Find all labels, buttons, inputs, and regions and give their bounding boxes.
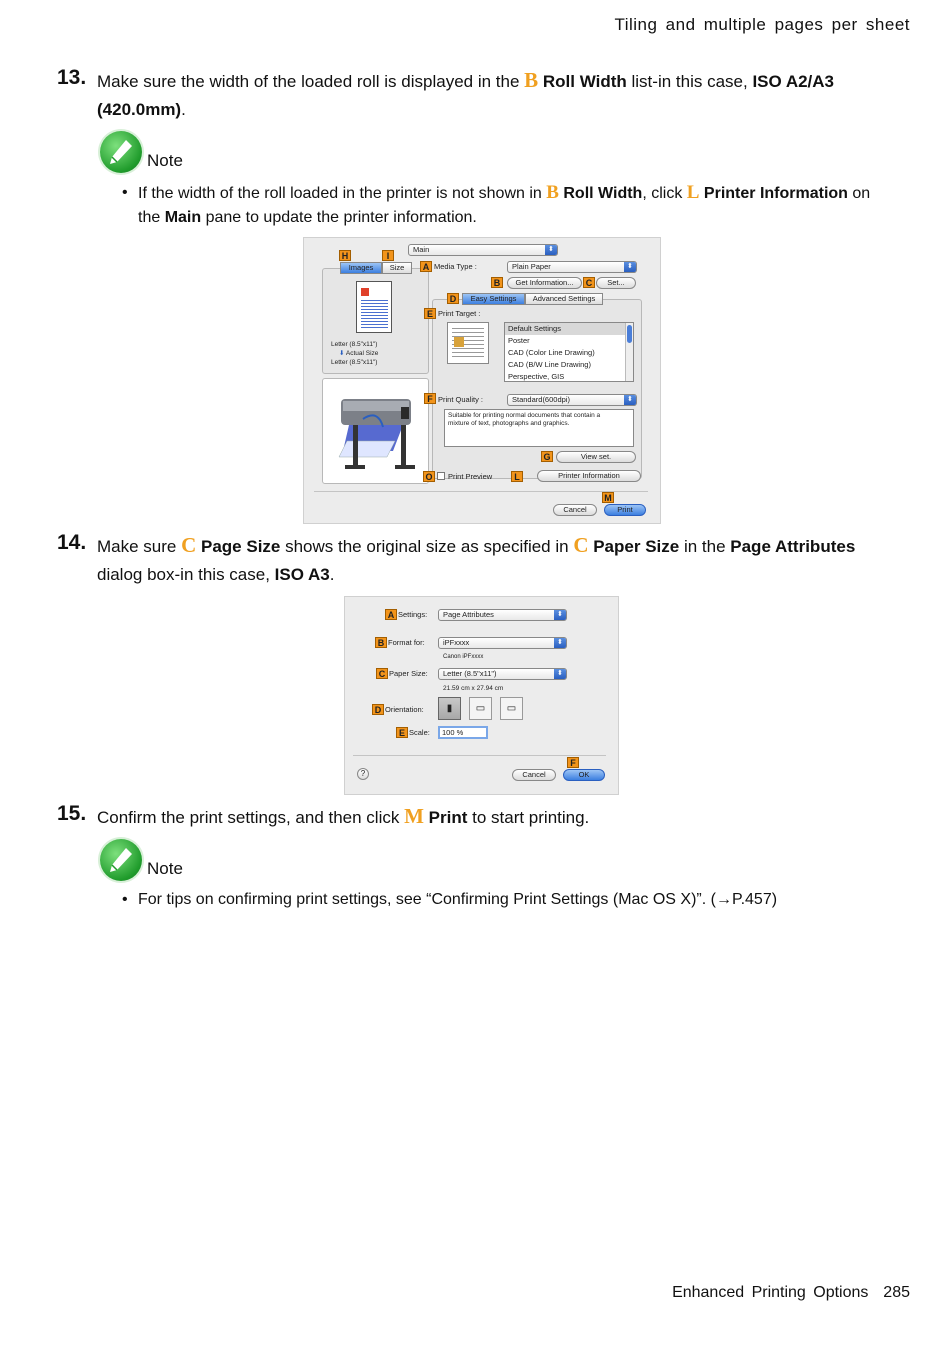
callout-c: C xyxy=(583,277,595,288)
description-box: Suitable for printing normal documents that contain a mixture of text, photographs and graphics. xyxy=(444,409,634,447)
step-number: 13. xyxy=(57,66,87,89)
bold-term: ISO A3 xyxy=(274,565,330,584)
callout-e: E xyxy=(424,308,436,319)
text: pane to update the printer information. xyxy=(201,209,477,226)
bold-term: Page Size xyxy=(201,537,281,556)
text: Make sure xyxy=(97,537,182,556)
bold-term: Main xyxy=(164,209,202,226)
popup-arrow-icon xyxy=(554,669,566,679)
callout-h: H xyxy=(339,250,351,261)
step-number: 14. xyxy=(57,531,87,554)
target-thumbnail xyxy=(447,322,489,364)
text: Make sure the width of the loaded roll is displayed in the xyxy=(97,72,525,91)
running-footer xyxy=(672,1284,910,1302)
callout-l: L xyxy=(511,471,523,482)
printer-illustration-icon xyxy=(323,379,428,483)
scrollbar[interactable] xyxy=(625,323,633,381)
step-15 xyxy=(57,802,887,832)
popup-arrow-icon xyxy=(624,262,636,272)
list-item[interactable]: Default Settings xyxy=(505,323,633,335)
popup-value: Standard(600dpi) xyxy=(512,395,570,404)
bold-term: Roll Width xyxy=(542,72,627,91)
format-popup[interactable] xyxy=(438,637,567,649)
text: . xyxy=(181,100,186,119)
note-bullet xyxy=(122,181,882,230)
tab-size[interactable]: Size xyxy=(382,262,412,274)
orientation-reverse-landscape-icon[interactable]: ▭ xyxy=(500,697,523,720)
paper-size-label: Paper Size: xyxy=(389,669,428,678)
callout-key: B xyxy=(524,68,539,92)
callout-key: L xyxy=(686,182,700,203)
step-14 xyxy=(57,531,887,589)
page-thumbnail xyxy=(356,281,392,333)
scaling-mode: Actual Size xyxy=(345,350,379,357)
orientation-landscape-icon[interactable]: ▭ xyxy=(469,697,492,720)
cancel-button[interactable]: Cancel xyxy=(553,504,597,516)
callout-o: O xyxy=(423,471,435,482)
popup-value: Letter (8.5"x11") xyxy=(443,669,497,678)
scroll-thumb[interactable] xyxy=(627,325,632,343)
text: . xyxy=(329,565,335,584)
bold-term: Printer Information xyxy=(703,185,848,202)
callout-i: I xyxy=(382,250,394,261)
text: If the width of the roll loaded in the printer is not shown in xyxy=(138,185,547,202)
print-target-label: Print Target : xyxy=(438,309,481,318)
callout-e: E xyxy=(396,727,408,738)
cancel-button[interactable]: Cancel xyxy=(512,769,556,781)
callout-key: B xyxy=(546,182,559,203)
media-type-label: Media Type : xyxy=(434,262,477,271)
callout-b: B xyxy=(491,277,503,288)
popup-arrow-icon xyxy=(554,610,566,620)
bullet-dot: • xyxy=(122,184,128,201)
list-item[interactable]: CAD (Color Line Drawing) xyxy=(508,348,595,357)
print-quality-popup[interactable] xyxy=(507,394,637,406)
callout-f: F xyxy=(424,393,436,404)
note-bullet xyxy=(122,888,882,912)
popup-arrow-icon xyxy=(545,245,557,255)
print-preview-checkbox[interactable] xyxy=(437,472,445,480)
bold-term: Print xyxy=(428,808,468,827)
tab-images[interactable]: Images xyxy=(340,262,382,274)
text: dialog box-in this case, xyxy=(97,565,275,584)
size-info xyxy=(331,340,426,367)
paper-dimensions: 21.59 cm x 27.94 cm xyxy=(443,685,504,692)
printer-information-button[interactable]: Printer Information xyxy=(537,470,641,482)
scale-input[interactable]: 100 % xyxy=(438,726,488,739)
running-header: Tiling and multiple pages per sheet xyxy=(614,15,910,34)
ok-button[interactable]: OK xyxy=(563,769,605,781)
note-label: Note xyxy=(147,859,183,878)
popup-value: Page Attributes xyxy=(443,610,494,619)
tab-advanced-settings[interactable]: Advanced Settings xyxy=(525,293,603,305)
callout-a: A xyxy=(385,609,397,620)
settings-popup[interactable] xyxy=(438,609,567,621)
bold-term: Roll Width xyxy=(563,185,643,202)
text: Confirm the print settings, and then click xyxy=(97,808,405,827)
page-number: 285 xyxy=(883,1284,910,1301)
list-item[interactable]: Poster xyxy=(508,336,530,345)
popup-arrow-icon xyxy=(624,395,636,405)
pencil-note-icon xyxy=(100,131,142,173)
list-item[interactable]: Perspective, GIS xyxy=(508,372,565,381)
help-button[interactable]: ? xyxy=(357,768,369,780)
print-dialog-main xyxy=(303,237,661,524)
step-13 xyxy=(57,66,887,124)
scale-label: Scale: xyxy=(409,728,430,737)
footer-section: Enhanced Printing Options xyxy=(672,1284,869,1301)
pencil-note-icon xyxy=(100,839,142,881)
callout-f: F xyxy=(567,757,579,768)
output-size: Letter (8.5"x11") xyxy=(331,359,378,366)
divider xyxy=(314,491,648,492)
bold-term: ISO A2/A3 (420.0mm) xyxy=(97,72,835,119)
callout-b: B xyxy=(375,637,387,648)
step-number: 15. xyxy=(57,802,87,825)
get-information-button[interactable]: Get Information... xyxy=(507,277,582,289)
popup-arrow-icon xyxy=(554,638,566,648)
callout-key: M xyxy=(404,804,424,828)
orientation-label: Orientation: xyxy=(385,705,424,714)
popup-value: Main xyxy=(413,245,430,254)
bullet-dot: • xyxy=(122,891,128,908)
text: shows the original size as specified in xyxy=(280,537,574,556)
print-button[interactable]: Print xyxy=(604,504,646,516)
step-text xyxy=(97,531,887,589)
print-quality-label: Print Quality : xyxy=(438,395,484,404)
view-set-button[interactable]: View set. xyxy=(556,451,636,463)
bold-term: Paper Size xyxy=(593,537,680,556)
divider xyxy=(353,755,606,756)
callout-c: C xyxy=(376,668,388,679)
thumb-image xyxy=(361,288,369,296)
printer-model: Canon iPFxxxx xyxy=(443,654,484,660)
step-text xyxy=(97,66,887,124)
text: on the xyxy=(138,185,871,226)
text: in the xyxy=(679,537,731,556)
callout-key: C xyxy=(181,533,197,557)
printer-image-panel xyxy=(322,378,429,484)
format-label: Format for: xyxy=(388,638,425,647)
text: , click xyxy=(642,185,687,202)
popup-value: Plain Paper xyxy=(512,262,551,271)
page-attributes-dialog xyxy=(344,596,619,795)
bold-term: Page Attributes xyxy=(730,537,856,556)
paper-size-popup[interactable] xyxy=(438,668,567,680)
orientation-portrait-icon[interactable]: ▮ xyxy=(438,697,461,720)
list-item[interactable]: CAD (B/W Line Drawing) xyxy=(508,360,591,369)
pane-popup[interactable] xyxy=(408,244,558,256)
text: to start printing. xyxy=(467,808,590,827)
callout-key: C xyxy=(573,533,589,557)
media-type-popup[interactable] xyxy=(507,261,637,273)
note-label: Note xyxy=(147,151,183,170)
set-button[interactable]: Set... xyxy=(596,277,636,289)
arrow-down-icon: ⬇ xyxy=(339,350,346,357)
callout-a: A xyxy=(420,261,432,272)
step-text xyxy=(97,802,887,832)
tab-easy-settings[interactable]: Easy Settings xyxy=(462,293,525,305)
callout-d: D xyxy=(447,293,459,304)
thumb-image xyxy=(454,337,464,347)
callout-g: G xyxy=(541,451,553,462)
cross-reference-text: For tips on confirming print settings, see “Confirming Print Settings (Mac OS X)”. (→P.457) xyxy=(138,891,778,908)
print-target-list[interactable] xyxy=(504,322,634,382)
text: list-in this case, xyxy=(626,72,753,91)
print-preview-label: Print Preview xyxy=(448,472,493,481)
callout-m: M xyxy=(602,492,614,503)
thumb-lines xyxy=(361,300,388,330)
popup-value: iPFxxxx xyxy=(443,638,470,647)
callout-d: D xyxy=(372,704,384,715)
settings-label: Settings: xyxy=(398,610,428,619)
original-size: Letter (8.5"x11") xyxy=(331,341,378,348)
